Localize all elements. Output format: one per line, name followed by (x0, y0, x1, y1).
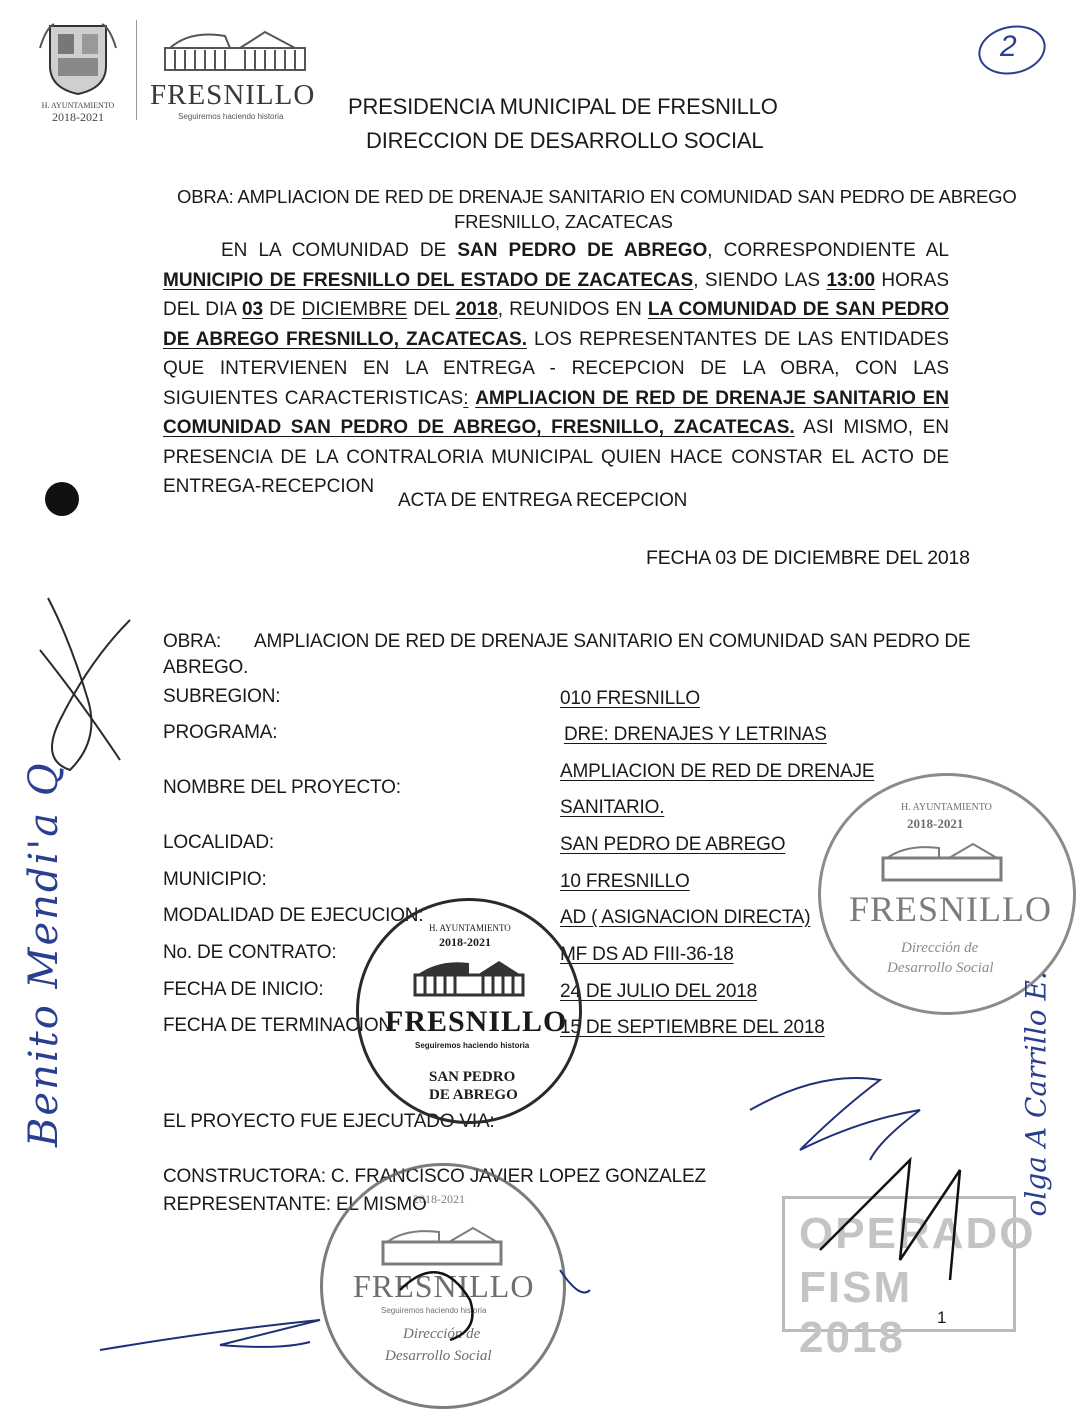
obra-label: OBRA: (163, 631, 222, 652)
stamp-bottom-bottom-2: Desarrollo Social (385, 1348, 492, 1364)
intro-text-9: ASI MISMO, EN PRESENCIA DE LA CONTRALORIA MUNICIPAL QUIEN HACE CONSTAR EL ACTO DE ENTREGA-RECEPCION (163, 417, 949, 497)
intro-text-6: DEL (407, 299, 456, 320)
inicio-value: 24 DE JULIO DEL 2018 (560, 981, 758, 1002)
intro-text-5: DE (263, 299, 302, 320)
intro-hora: 13:00 (826, 269, 876, 291)
stamp-center-bottom-1: SAN PEDRO (429, 1069, 516, 1085)
handwritten-name-left: Benito Mendi'a Q (21, 761, 67, 1147)
proyecto-value-1: AMPLIACION DE RED DE DRENAJE (560, 761, 875, 782)
constructora-line: CONSTRUCTORA: C. FRANCISCO JAVIER LOPEZ GONZALEZ (163, 1166, 706, 1187)
header-divider (136, 20, 137, 120)
intro-text-7: , REUNIDOS EN (497, 299, 648, 320)
intro-anio: 2018 (455, 299, 498, 320)
acta-title: ACTA DE ENTREGA RECEPCION (398, 490, 688, 511)
stamp-desarrollo-social-bottom (320, 1163, 566, 1409)
terminacion-value: 15 DE SEPTIEMBRE DEL 2018 (560, 1017, 825, 1038)
hole-punch (45, 482, 79, 516)
page-number: 1 (937, 1308, 947, 1327)
stamp-right-year: 2018-2021 (907, 816, 964, 831)
stamp-bottom-brand: FRESNILLO (353, 1268, 535, 1304)
subregion-value: 010 FRESNILLO (560, 688, 700, 709)
intro-paragraph (163, 236, 949, 502)
ejecucion-line: EL PROYECTO FUE EJECUTADO VIA: (163, 1111, 495, 1132)
modalidad-label: MODALIDAD DE EJECUCION: (163, 905, 424, 926)
page-subtitle: DIRECCION DE DESARROLLO SOCIAL (366, 128, 764, 153)
intro-mes: DICIEMBRE (301, 299, 408, 320)
fecha-line: FECHA 03 DE DICIEMBRE DEL 2018 (646, 547, 970, 569)
stamp-center-bottom-2: DE ABREGO (429, 1087, 518, 1103)
stamp-center-tag: Seguiremos haciendo historia (415, 1041, 530, 1050)
terminacion-label: FECHA DE TERMINACION: (163, 1015, 398, 1036)
stamp-right-building-icon (877, 842, 1007, 886)
stamp-bottom-year: 2018-2021 (413, 1192, 465, 1206)
stamp-center-year: 2018-2021 (439, 935, 491, 949)
intro-dia: 03 (241, 299, 264, 320)
signature-left-x-2 (40, 650, 120, 760)
intro-text-1: EN LA COMUNIDAD DE (221, 240, 458, 261)
intro-text-2: , CORRESPONDIENTE AL (707, 240, 949, 261)
subregion-label: SUBREGION: (163, 686, 281, 707)
representante-line: REPRESENTANTE: EL MISMO (163, 1194, 427, 1215)
modalidad-value: AD ( ASIGNACION DIRECTA) (560, 907, 811, 928)
stamp-building-icon (409, 957, 529, 1001)
intro-bold-1: SAN PEDRO DE ABREGO (457, 240, 708, 261)
stamp-san-pedro (356, 898, 582, 1124)
logo-brand: FRESNILLO (150, 79, 316, 111)
inicio-label: FECHA DE INICIO: (163, 979, 324, 1000)
page-title: PRESIDENCIA MUNICIPAL DE FRESNILLO (348, 94, 778, 119)
stamp-bottom-tag: Seguiremos haciendo historia (381, 1306, 487, 1315)
intro-text-3: , SIENDO LAS (693, 269, 827, 291)
contrato-label: No. DE CONTRATO: (163, 942, 337, 963)
stamp-center-brand: FRESNILLO (385, 1005, 568, 1038)
building-icon (150, 28, 320, 78)
obra-detail-line-2: ABREGO. (163, 657, 249, 678)
obra-heading-line-1: OBRA: AMPLIACION DE RED DE DRENAJE SANITARIO EN COMUNIDAD SAN PEDRO DE ABREGO (177, 186, 1017, 207)
stamp-box-line-1: OPERADO (799, 1209, 1036, 1258)
signature-left-x (48, 598, 130, 770)
page-mark: 2 (1000, 30, 1017, 63)
stamp-bottom-building-icon (377, 1226, 507, 1270)
intro-lugar: LA COMUNIDAD DE SAN PEDRO DE ABREGO FRESNILLO, ZACATECAS. (163, 299, 949, 350)
proyecto-label: NOMBRE DEL PROYECTO: (163, 777, 401, 798)
intro-municipio: MUNICIPIO DE FRESNILLO DEL ESTADO DE ZACATECAS (163, 269, 694, 291)
stamp-operado-box (782, 1196, 1036, 1362)
contrato-value: MF DS AD FIII-36-18 (560, 944, 734, 965)
obra-detail-line-1: AMPLIACION DE RED DE DRENAJE SANITARIO EN COMUNIDAD SAN PEDRO DE (254, 631, 971, 652)
intro-text-8: LOS REPRESENTANTES DE LAS ENTIDADES QUE INTERVIENEN EN LA ENTREGA - RECEPCION DE LA OBRA, CON LAS SIGUIENTES CARACTERISTICAS (163, 328, 949, 409)
handwritten-name-right: olga A Carrillo E. (1019, 971, 1053, 1217)
intro-text-4: HORAS DEL DIA (163, 269, 950, 320)
stamp-center-top: H. AYUNTAMIENTO (429, 923, 511, 933)
proyecto-value-2: SANITARIO. (560, 797, 665, 818)
obra-heading-line-2: FRESNILLO, ZACATECAS (454, 211, 673, 232)
stamp-bottom-bottom-1: Dirección de (403, 1326, 481, 1342)
logo-tagline: Seguiremos haciendo historia (178, 112, 284, 121)
localidad-label: LOCALIDAD: (163, 832, 274, 853)
fresnillo-logo (150, 28, 330, 123)
municipio-value: 10 FRESNILLO (560, 871, 690, 892)
municipio-label: MUNICIPIO: (163, 869, 267, 890)
intro-colon: : (463, 387, 469, 409)
stamp-right-bottom-1: Dirección de (901, 940, 979, 956)
crest-caption: H. AYUNTAMIENTO (41, 101, 115, 110)
crest-years: 2018-2021 (52, 110, 104, 124)
municipal-crest-logo (28, 18, 128, 128)
stamp-box-line-2: FISM 2018 (799, 1263, 913, 1362)
intro-obra: AMPLIACION DE RED DE DRENAJE SANITARIO EN COMUNIDAD SAN PEDRO DE ABREGO, FRESNILLO, ZACATECAS. (163, 387, 949, 438)
signature-right-1 (750, 1078, 920, 1160)
programa-value: DRE: DRENAJES Y LETRINAS (564, 724, 827, 745)
signature-bottom-line (100, 1320, 320, 1350)
localidad-value: SAN PEDRO DE ABREGO (560, 834, 786, 855)
crest-icon (28, 18, 128, 96)
stamp-right-brand: FRESNILLO (849, 889, 1053, 929)
stamp-right-top: H. AYUNTAMIENTO (901, 802, 992, 813)
stamp-right-bottom-2: Desarrollo Social (887, 960, 994, 976)
programa-label: PROGRAMA: (163, 722, 278, 743)
